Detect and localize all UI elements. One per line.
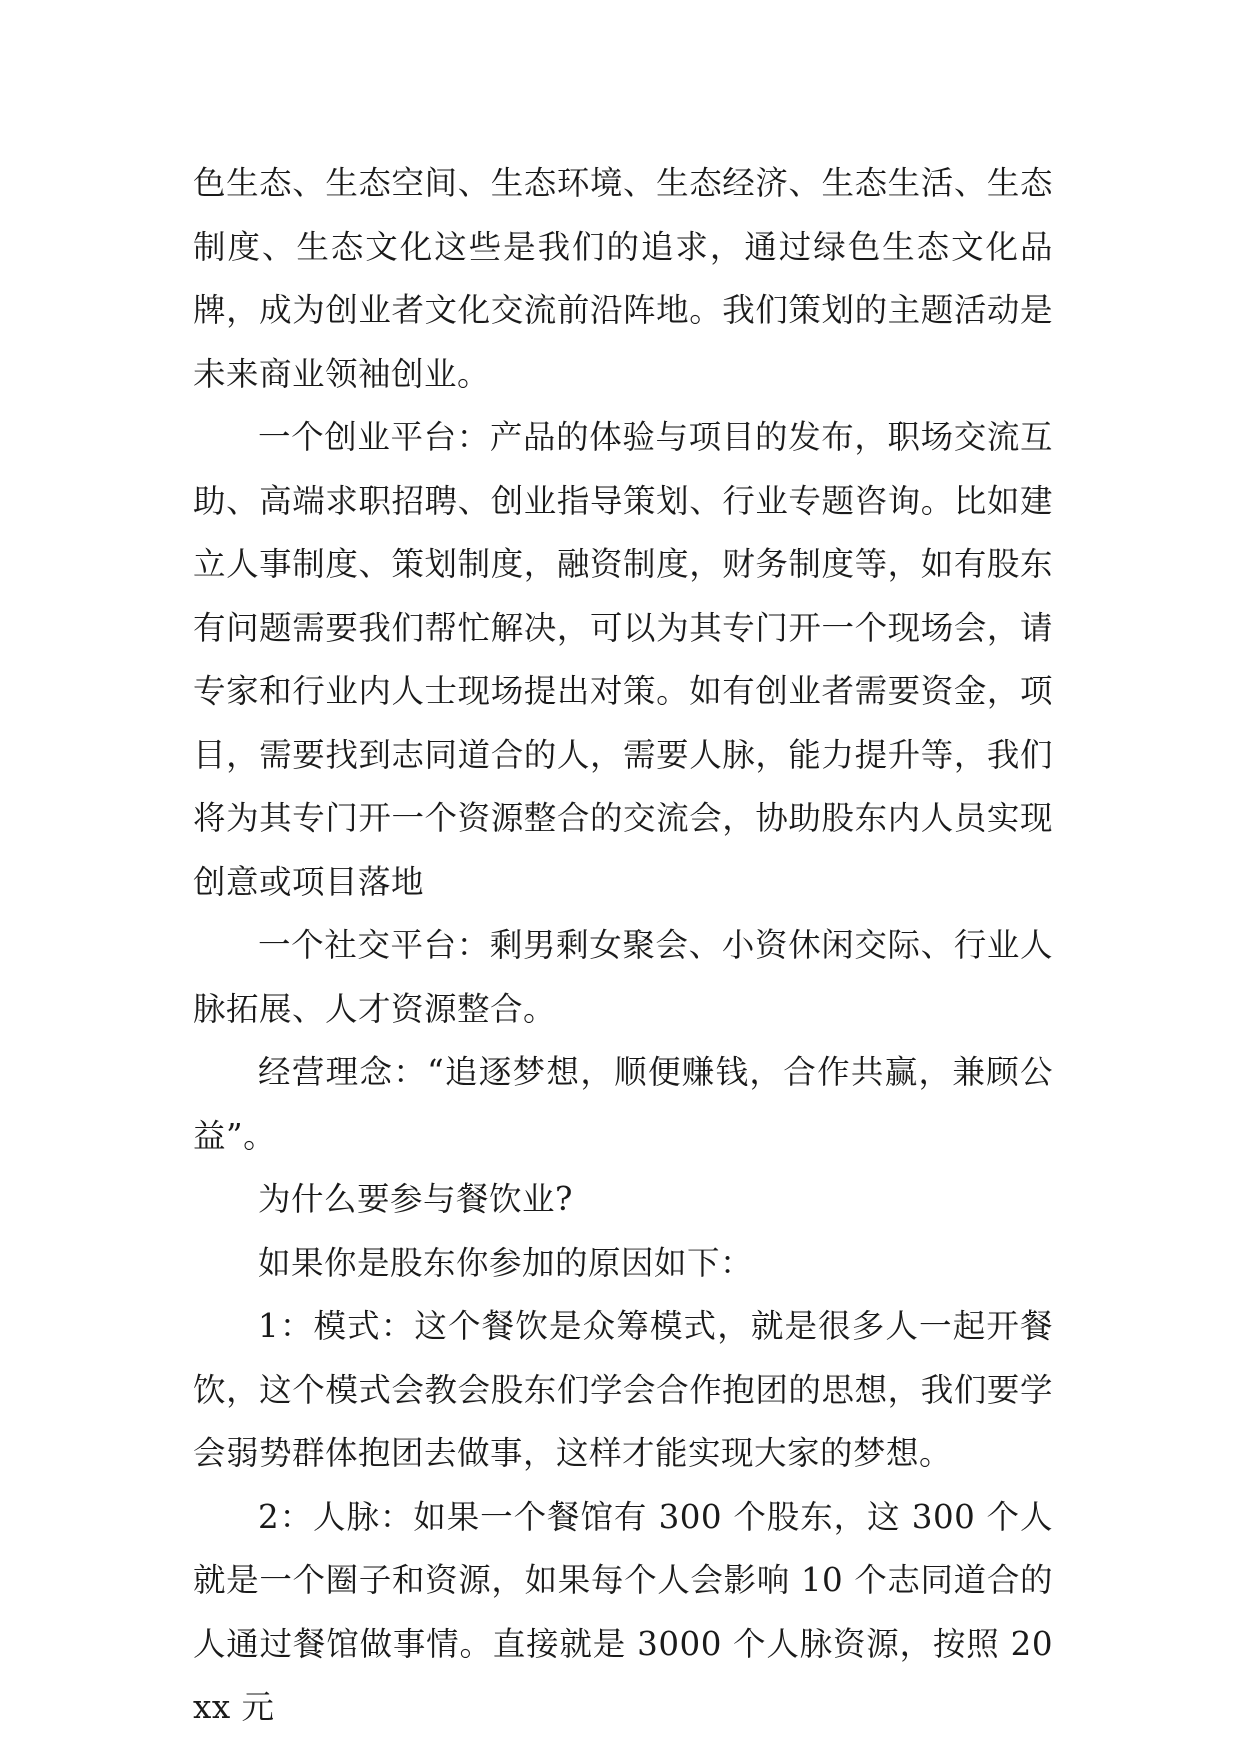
paragraph-social-platform: 一个社交平台：剩男剩女聚会、小资休闲交际、行业人脉拓展、人才资源整合。 xyxy=(193,926,1053,1028)
document-body xyxy=(193,152,1053,1740)
paragraph-reason-model: 1：模式：这个餐饮是众筹模式，就是很多人一起开餐饮，这个模式会教会股东们学会合作抱团的思想，我们要学会弱势群体抱团去做事，这样才能实现大家的梦想。 xyxy=(193,1307,1053,1472)
paragraph-business-philosophy: 经营理念：“追逐梦想，顺便赚钱，合作共赢，兼顾公益”。 xyxy=(193,1053,1053,1155)
paragraph-continuation: 色生态、生态空间、生态环境、生态经济、生态生活、生态制度、生态文化这些是我们的追求，通过绿色生态文化品牌，成为创业者文化交流前沿阵地。我们策划的主题活动是未来商业领袖创业。 xyxy=(193,164,1053,393)
paragraph-reason-network: 2：人脉：如果一个餐馆有 300 个股东，这 300 个人就是一个圈子和资源，如果每个人会影响 10 个志同道合的人通过餐馆做事情。直接就是 3000 个人脉资源，按照 20xx 元 xyxy=(193,1497,1053,1726)
paragraph-why-question: 为什么要参与餐饮业? xyxy=(258,1180,573,1218)
paragraph-startup-platform: 一个创业平台：产品的体验与项目的发布，职场交流互助、高端求职招聘、创业指导策划、行业专题咨询。比如建立人事制度、策划制度，融资制度，财务制度等，如有股东有问题需要我们帮忙解决，可以为其专门开一个现场会，请专家和行业内人士现场提出对策。如有创业者需要资金，项目，需要找到志同道合的人，需要人脉，能力提升等，我们将为其专门开一个资源整合的交流会，协助股东内人员实现创意或项目落地 xyxy=(193,418,1053,901)
paragraph-reasons-intro: 如果你是股东你参加的原因如下： xyxy=(258,1243,754,1282)
